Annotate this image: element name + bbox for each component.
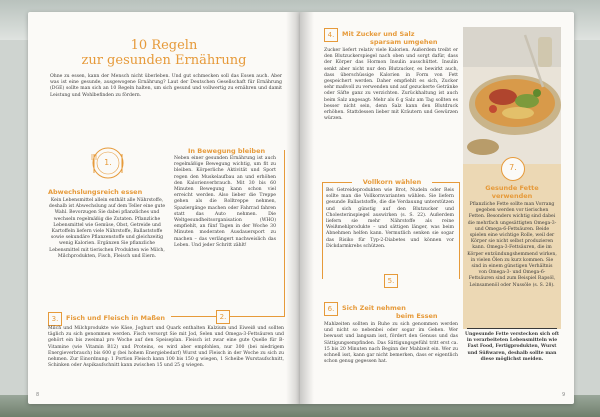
section3-text: Milch und Milchprodukte wie Käse, Joghurt und Quark enthalten Kalzium und Eiweiß und sollten täglich zu sich genommen werden. Fisch versorgt Sie mit Jod, Selen und Omega-3-Fettsäuren und gehört ein bis zweimal pro Woche auf den Speiseplan. Fleisch ist zwar eine gute Quelle für B-Vitamine (wie Vitamin B12) und Proteins, es wird aber empfohlen, nur 300 (bei niedrigem Energieverbrauch) bis 600 g (bei hohem Energiebedarf) Wurst und Fleisch in der Woche zu sich zu nehmen. Zur Einordnung: 1 Portion Fleisch kann 100 bis 150 g wiegen, 1 Scheibe Wurstaufschnitt, Schinken oder Aspikaufschnitt kann zwischen 15 und 25 g wiegen. <box>48 326 284 369</box>
section7-text: Pflanzliche Fette sollte man Vorrang gegeben werden vor tierischen Fetten. Besonders wichtig sind dabei die mehrfach ungesättigten Omega-3- und Omega-6-Fettsäuren. Beide spielen eine wichtige Rolle, weil der Körper sie nicht selbst produzieren kann. Omega-3-Fettsäuren, die im Körper entzündungshemmend wirken, in vielen Ölen zu kurz kommen. Sie sind in einem günstigen Verhältnis von Omega-3- und Omega-6-Fettsäuren sind zum Beispiel Rapsöl, Leinsamenöl oder Nussöle (s. S. 28). <box>467 202 557 288</box>
section7-heading-line2: verwenden <box>491 192 533 200</box>
section1-number: 1. <box>104 158 112 167</box>
gutter-shadow-right <box>300 12 314 404</box>
section3-heading: Fisch und Fleisch in Maßen <box>66 314 166 322</box>
box-text: Ungesunde Fette verstecken sich oft in verarbeiteten Lebensmitteln wie Fast Food, Fertigprodukten, Wurst und Süßwaren, deshalb sollte man diese möglichst meiden. <box>465 332 559 362</box>
section5-number: 5. <box>384 274 398 288</box>
section7-number: 7. <box>509 163 517 172</box>
page-number-right: 9 <box>562 392 566 398</box>
section4-number: 4. <box>324 28 338 42</box>
section6-number: 6. <box>324 302 338 316</box>
sidebar-divider <box>467 328 557 329</box>
section4-heading-line1: Mit Zucker und Salz <box>342 30 415 38</box>
section2-text: Neben einer gesunden Ernährung ist auch regelmäßige Bewegung wichtig, um fit zu bleiben. Körperliche Aktivität und Sport regen den Muskelaufbau an und erhöhen den Kalorienverbrauch. Mit 30 bis 60 Minuten Bewegung kann schon viel erreicht werden. Also lieber die Treppe gehen als die Rolltreppe nehmen, Spaziergänge machen oder Fahrrad fahren statt das Auto nehmen. Die Weltgesundheitsorganisation (WHO) empfiehlt, an fünf Tagen in der Woche 30 Minuten moderaten Ausdauersport zu machen – das verlängert nachweislich das Leben. Und jeder Schritt zählt! <box>174 156 276 248</box>
section2-number: 2. <box>216 310 230 324</box>
section4-heading-line2: sparsam umgehen <box>370 38 438 46</box>
section6-text: Mahlzeiten sollten in Ruhe zu sich genommen werden und nicht so nebenbei oder sogar im Gehen. Wer bewusst und langsam isst, fördert den Genuss und das Sättigungsempfinden. Das Sättigungsgefühl tritt erst ca. 15 bis 20 Minuten nach Beginn der Mahlzeit ein. Wer zu schnell isst, kann gar nicht bemerken, dass er eigentlich schon genug gegessen hat. <box>324 322 458 365</box>
section7-heading-line1: Gesunde Fette <box>485 184 539 192</box>
section6-heading-line2: beim Essen <box>396 312 438 320</box>
food-photo <box>463 27 561 164</box>
section2-heading: In Bewegung bleiben <box>188 147 266 155</box>
section3-number: 3. <box>48 312 62 326</box>
section1-text: Kein Lebensmittel allein enthält alle Nährstoffe, deshalb ist Abwechslung auf dem Teller eine gute Wahl. Bevorzugen Sie dabei pflanzliches und wechseln regelmäßig die Zutaten. Pflanzliche Lebensmittel wie Gemüse, Obst, Getreide und Kartoffeln liefern viele Nährstoffe, Ballaststoffe sowie sekundäre Pflanzenstoffe und gleichzeitig wenig Kalorien. Ergänzen Sie pflanzliche Lebensmittel mit tierischen Produkten wie Milch, Milchprodukten, Fisch, Fleisch und Eiern. <box>48 198 166 259</box>
page-title-line1: 10 Regeln <box>130 38 198 53</box>
section1-heading: Abwechslungsreich essen <box>48 188 143 196</box>
page-title-line2: zur gesunden Ernährung <box>81 53 247 68</box>
section5-text: Bei Getreideprodukten wie Brot, Nudeln oder Reis sollte man die Vollkornvarianten wählen. Sie liefern gesunde Ballaststoffe, die die Verdauung unterstützen und sich günstig auf den Blutzucker und Cholesterinspiegel auswirken (s. S. 22). Außerdem liefern sie mehr Nährstoffe als reine Weißmehlprodukte – und sättigen länger, was beim Abnehmen helfen kann. Vermutlich senken sie sogar das Risiko für Typ-2-Diabetes und können vor Dickdarmkrebs schützen. <box>326 188 454 249</box>
right-page <box>300 12 574 404</box>
page-number-left: 8 <box>36 392 40 398</box>
section4-text: Zucker liefert relativ viele Kalorien. Außerdem treibt er den Blutzuckerspiegel nach oben und sorgt dafür, dass der Körper das Hormon Insulin ausschüttet. Insulin senkt aber nicht nur den Blutzucker, es bewirkt auch, dass überschüssige Kalorien in Form von Fett gespeichert werden. Daher empfiehlt es sich, Zucker sehr maßvoll zu verwenden und auf gezuckerte Getränke oder Säfte ganz zu verzichten. Zurückhaltung ist auch beim Salz angesagt: Mehr als 6 g Salz am Tag sollten es besser nicht sein, denn Salz kann den Blutdruck erhöhen. Stattdessen lieber mit Kräutern und Gewürzen würzen. <box>324 48 458 122</box>
section5-heading: Vollkorn wählen <box>352 178 432 186</box>
gutter-shadow-left <box>286 12 300 404</box>
section6-heading-line1: Sich Zeit nehmen <box>342 304 406 312</box>
intro-text: Ohne zu essen, kann der Mensch nicht überleben. Und gut schmecken soll das Essen auch. Aber was ist eine gesunde, ausgewogene Ernährung? Laut der Deutschen Gesellschaft für Ernährung (DGE) sollte man sich an 10 Regeln halten, um sich gesund und vollwertig zu ernähren und damit Leistung und Wohlbefinden zu fördern. <box>50 74 282 98</box>
left-page <box>28 12 300 404</box>
